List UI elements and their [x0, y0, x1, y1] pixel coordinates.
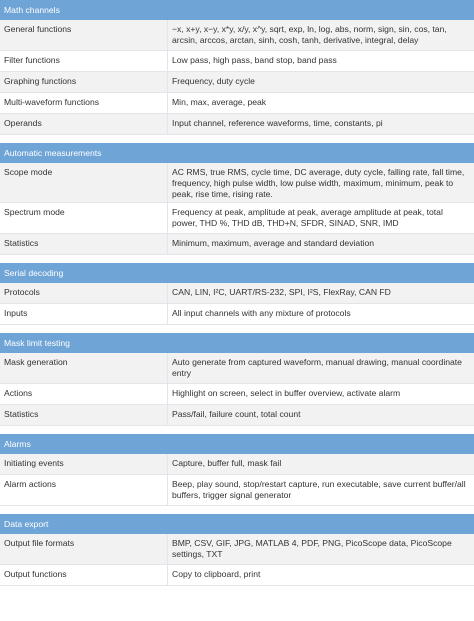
spec-row	[0, 20, 474, 51]
spec-row	[0, 405, 474, 426]
spec-label: Multi-waveform functions	[0, 93, 168, 113]
spec-label: Inputs	[0, 304, 168, 324]
spec-label: Protocols	[0, 283, 168, 303]
spec-row	[0, 475, 474, 506]
spec-value: Auto generate from captured waveform, manual drawing, manual coordinate entry	[172, 357, 462, 378]
spec-label: Alarm actions	[0, 475, 168, 505]
spec-label: General functions	[0, 20, 168, 50]
spec-section	[0, 263, 474, 325]
spec-value: Frequency, duty cycle	[172, 76, 255, 86]
spec-label: Output functions	[0, 565, 168, 585]
spec-label: Output file formats	[0, 534, 168, 564]
spec-section	[0, 333, 474, 426]
spec-row	[0, 565, 474, 586]
section-gap	[0, 426, 474, 434]
section-gap	[0, 255, 474, 263]
spec-section	[0, 434, 474, 506]
spec-value: Min, max, average, peak	[172, 97, 267, 107]
spec-row	[0, 72, 474, 93]
spec-value: AC RMS, true RMS, cycle time, DC average, duty cycle, falling rate, fall time, frequency, high pulse width, low pulse width, maximum, minimum, peak to peak, rise time, rising rate.	[172, 167, 465, 199]
section-header: Math channels	[0, 0, 474, 20]
spec-section	[0, 514, 474, 586]
spec-value: Minimum, maximum, average and standard deviation	[172, 238, 375, 248]
spec-value: BMP, CSV, GIF, JPG, MATLAB 4, PDF, PNG, PicoScope data, PicoScope settings, TXT	[172, 538, 452, 559]
spec-row	[0, 114, 474, 135]
spec-value: Copy to clipboard, print	[172, 569, 261, 579]
spec-value: Frequency at peak, amplitude at peak, average amplitude at peak, total power, THD %, THD dB, THD+N, SFDR, SINAD, SNR, IMD	[172, 207, 443, 228]
spec-value: Beep, play sound, stop/restart capture, run executable, save current buffer/all buffers, trigger signal generator	[172, 479, 466, 500]
spec-row	[0, 384, 474, 405]
spec-label: Spectrum mode	[0, 203, 168, 233]
spec-value: Capture, buffer full, mask fail	[172, 458, 282, 468]
spec-section	[0, 143, 474, 255]
spec-label: Statistics	[0, 405, 168, 425]
spec-section	[0, 0, 474, 135]
spec-row	[0, 283, 474, 304]
spec-label: Initiating events	[0, 454, 168, 474]
spec-value: Low pass, high pass, band stop, band pass	[172, 55, 337, 65]
section-gap	[0, 506, 474, 514]
spec-row	[0, 51, 474, 72]
spec-value: Pass/fail, failure count, total count	[172, 409, 301, 419]
spec-value: Input channel, reference waveforms, time, constants, pi	[172, 118, 383, 128]
section-gap	[0, 325, 474, 333]
spec-row	[0, 163, 474, 203]
section-gap	[0, 135, 474, 143]
section-header: Serial decoding	[0, 263, 474, 283]
section-header: Alarms	[0, 434, 474, 454]
spec-value: −x, x+y, x−y, x*y, x/y, x^y, sqrt, exp, ln, log, abs, norm, sign, sin, cos, tan, arcsin, arccos, arctan, sinh, cosh, tanh, derivative, integral, delay	[172, 24, 447, 45]
spec-label: Scope mode	[0, 163, 168, 202]
spec-label: Statistics	[0, 234, 168, 254]
spec-label: Mask generation	[0, 353, 168, 383]
spec-value: All input channels with any mixture of protocols	[172, 308, 351, 318]
spec-label: Actions	[0, 384, 168, 404]
spec-label: Operands	[0, 114, 168, 134]
spec-row	[0, 353, 474, 384]
spec-label: Graphing functions	[0, 72, 168, 92]
section-header: Automatic measurements	[0, 143, 474, 163]
section-header: Mask limit testing	[0, 333, 474, 353]
spec-label: Filter functions	[0, 51, 168, 71]
section-header: Data export	[0, 514, 474, 534]
spec-row	[0, 534, 474, 565]
spec-row	[0, 93, 474, 114]
spec-value: CAN, LIN, I²C, UART/RS-232, SPI, I²S, FlexRay, CAN FD	[172, 287, 391, 297]
spec-row	[0, 304, 474, 325]
spec-row	[0, 234, 474, 255]
spec-value: Highlight on screen, select in buffer overview, activate alarm	[172, 388, 401, 398]
spec-row	[0, 203, 474, 234]
spec-row	[0, 454, 474, 475]
